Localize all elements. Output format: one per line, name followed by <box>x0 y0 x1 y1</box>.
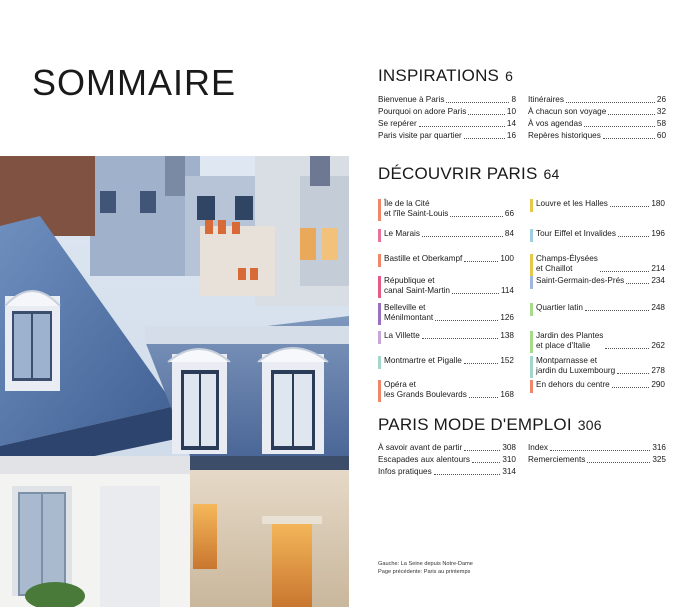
section-heading-mode-emploi <box>378 415 602 435</box>
district-entry[interactable] <box>384 356 514 366</box>
toc-entry[interactable]: À vos agendas 58 <box>528 119 666 128</box>
district-page: 138 <box>500 331 514 340</box>
district-page: 262 <box>651 341 665 350</box>
district-label: Opéra et les Grands Boulevards <box>384 380 467 399</box>
district-color-marker <box>530 380 533 393</box>
dot-leader <box>612 386 650 388</box>
district-label: Île de la Cité et l'île Saint-Louis <box>384 199 449 218</box>
section-page: 64 <box>543 166 560 182</box>
district-color-marker <box>530 303 533 316</box>
district-page: 248 <box>651 303 665 312</box>
district-entry[interactable] <box>536 199 665 209</box>
district-label: Jardin des Plantes et place d'Italie <box>536 331 604 350</box>
section-page: 6 <box>505 68 514 84</box>
toc-entry[interactable]: Index 316 <box>528 443 666 452</box>
district-label: En dehors du centre <box>536 380 610 389</box>
district-entry[interactable] <box>536 303 665 313</box>
toc-entry[interactable]: Paris visite par quartier 16 <box>378 131 516 140</box>
photo-caption: Gauche: La Seine depuis Notre-Dame <box>378 561 473 567</box>
district-entry[interactable] <box>536 380 665 390</box>
district-color-marker <box>530 331 533 353</box>
district-entry[interactable] <box>384 331 514 341</box>
district-page: 66 <box>504 209 514 218</box>
district-page: 214 <box>651 264 665 273</box>
section-title: DÉCOUVRIR PARIS <box>378 164 538 183</box>
dot-leader <box>600 270 649 272</box>
district-entry[interactable] <box>384 229 514 239</box>
district-color-marker <box>378 229 381 242</box>
district-label: Saint-Germain-des-Prés <box>536 276 625 285</box>
district-page: 126 <box>500 313 514 322</box>
dot-leader <box>617 372 649 374</box>
dot-leader <box>422 235 503 237</box>
district-page: 278 <box>651 366 665 375</box>
dot-leader <box>452 292 499 294</box>
district-color-marker <box>530 199 533 212</box>
dot-leader <box>435 319 498 321</box>
district-color-marker <box>530 276 533 289</box>
district-page: 168 <box>500 390 514 399</box>
district-color-marker <box>378 199 381 221</box>
dot-leader <box>422 337 499 339</box>
district-entry[interactable] <box>536 254 665 274</box>
section-heading-inspirations <box>378 66 513 86</box>
district-entry[interactable] <box>384 276 514 296</box>
district-page: 180 <box>651 199 665 208</box>
district-label: Montmartre et Pigalle <box>384 356 462 365</box>
district-page: 84 <box>504 229 514 238</box>
dot-leader <box>618 235 649 237</box>
toc-entry[interactable]: Bienvenue à Paris 8 <box>378 95 516 104</box>
district-color-marker <box>530 356 533 378</box>
dot-leader <box>610 205 649 207</box>
district-label: Quartier latin <box>536 303 583 312</box>
toc-entry[interactable]: Escapades aux alentours 310 <box>378 455 516 464</box>
toc-entry[interactable]: Remerciements 325 <box>528 455 666 464</box>
district-entry[interactable] <box>536 276 665 286</box>
district-entry[interactable] <box>536 229 665 239</box>
dot-leader <box>464 362 499 364</box>
district-page: 152 <box>500 356 514 365</box>
district-color-marker <box>378 276 381 298</box>
district-color-marker <box>530 229 533 242</box>
section-title: INSPIRATIONS <box>378 66 500 85</box>
district-entry[interactable] <box>536 356 665 376</box>
district-label: Belleville et Ménilmontant <box>384 303 434 322</box>
dot-leader <box>450 215 503 217</box>
district-label: Louvre et les Halles <box>536 199 608 208</box>
dot-leader <box>464 260 498 262</box>
district-label: Le Marais <box>384 229 420 238</box>
dot-leader <box>626 282 649 284</box>
district-color-marker <box>378 380 381 402</box>
district-color-marker <box>530 254 533 276</box>
section-heading-decouvrir <box>378 164 559 184</box>
district-color-marker <box>378 331 381 344</box>
district-color-marker <box>378 254 381 267</box>
district-page: 196 <box>651 229 665 238</box>
toc-entry[interactable]: Repères historiques 60 <box>528 131 666 140</box>
toc-entry[interactable]: Pourquoi on adore Paris 10 <box>378 107 516 116</box>
district-entry[interactable] <box>384 303 514 323</box>
dot-leader <box>605 347 649 349</box>
dot-leader <box>585 309 649 311</box>
district-color-marker <box>378 303 381 325</box>
district-label: Tour Eiffel et Invalides <box>536 229 616 238</box>
district-label: La Villette <box>384 331 420 340</box>
district-entry[interactable] <box>384 380 514 400</box>
district-page: 114 <box>500 286 514 295</box>
district-entry[interactable] <box>384 199 514 219</box>
toc-entry[interactable]: Infos pratiques 314 <box>378 467 516 476</box>
page-title: SOMMAIRE <box>32 62 237 103</box>
district-entry[interactable] <box>384 254 514 264</box>
district-entry[interactable] <box>536 331 665 351</box>
district-color-marker <box>378 356 381 369</box>
district-label: République et canal Saint-Martin <box>384 276 450 295</box>
photo-caption: Page précédente: Paris au printemps <box>378 569 471 575</box>
toc-entry[interactable]: À savoir avant de partir 308 <box>378 443 516 452</box>
section-page: 306 <box>577 417 602 433</box>
dot-leader <box>469 396 499 398</box>
district-page: 290 <box>651 380 665 389</box>
district-page: 100 <box>500 254 514 263</box>
district-page: 234 <box>651 276 665 285</box>
toc-entry[interactable]: À chacun son voyage 32 <box>528 107 666 116</box>
district-label: Bastille et Oberkampf <box>384 254 463 263</box>
district-label: Champs-Élysées et Chaillot <box>536 254 598 273</box>
section-title: PARIS MODE D'EMPLOI <box>378 415 572 434</box>
toc-entry[interactable]: Itinéraires 26 <box>528 95 666 104</box>
paris-rooftops-photo <box>0 156 349 607</box>
district-label: Montparnasse et jardin du Luxembourg <box>536 356 616 375</box>
toc-entry[interactable]: Se repérer 14 <box>378 119 516 128</box>
